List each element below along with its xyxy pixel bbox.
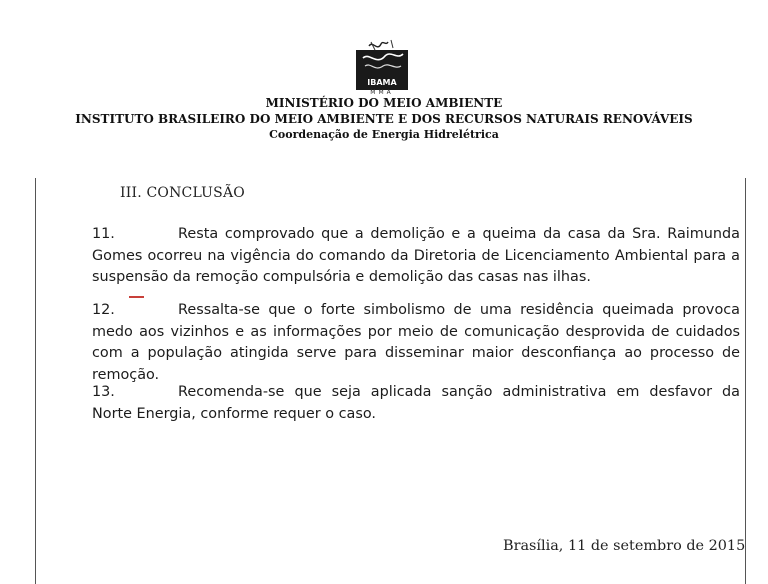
section-title: III. CONCLUSÃO bbox=[120, 185, 245, 201]
page-border-right bbox=[745, 178, 746, 584]
paragraph-text: Resta comprovado que a demolição e a queima da casa da Sra. Raimunda Gomes ocorreu na vigência do comando da Diretoria de Licenciamento Ambiental para a suspensão da remoção compulsória e demolição das casas nas ilhas. bbox=[92, 226, 740, 285]
paragraph-number: 13. bbox=[92, 384, 115, 400]
ministry-heading: MINISTÉRIO DO MEIO AMBIENTE bbox=[265, 96, 503, 110]
signature-date: Brasília, 11 de setembro de 2015 bbox=[503, 538, 746, 554]
ibama-logo bbox=[355, 36, 409, 90]
paragraph-11 bbox=[92, 224, 740, 289]
logo-caption: IBAMA bbox=[367, 78, 397, 87]
logo-subtitle: MMA bbox=[370, 89, 394, 96]
annotation-mark bbox=[129, 296, 144, 298]
paragraph-text: Ressalta-se que o forte simbolismo de uma residência queimada provoca medo aos vizinhos e as informações por meio de comunicação desprovida de cuidados com a população atingida serve para disseminar maior desconfiança ao processo de remoção. bbox=[92, 302, 740, 383]
paragraph-text: Recomenda-se que seja aplicada sanção administrativa em desfavor da Norte Energia, conforme requer o caso. bbox=[92, 384, 740, 422]
coordination-heading: Coordenação de Energia Hidrelétrica bbox=[269, 128, 499, 141]
page-border-left bbox=[35, 178, 36, 584]
paragraph-13 bbox=[92, 382, 740, 425]
paragraph-number: 12. bbox=[92, 302, 115, 318]
paragraph-number: 11. bbox=[92, 226, 115, 242]
institute-heading: INSTITUTO BRASILEIRO DO MEIO AMBIENTE E DOS RECURSOS NATURAIS RENOVÁVEIS bbox=[75, 112, 693, 126]
paragraph-12 bbox=[92, 300, 740, 386]
